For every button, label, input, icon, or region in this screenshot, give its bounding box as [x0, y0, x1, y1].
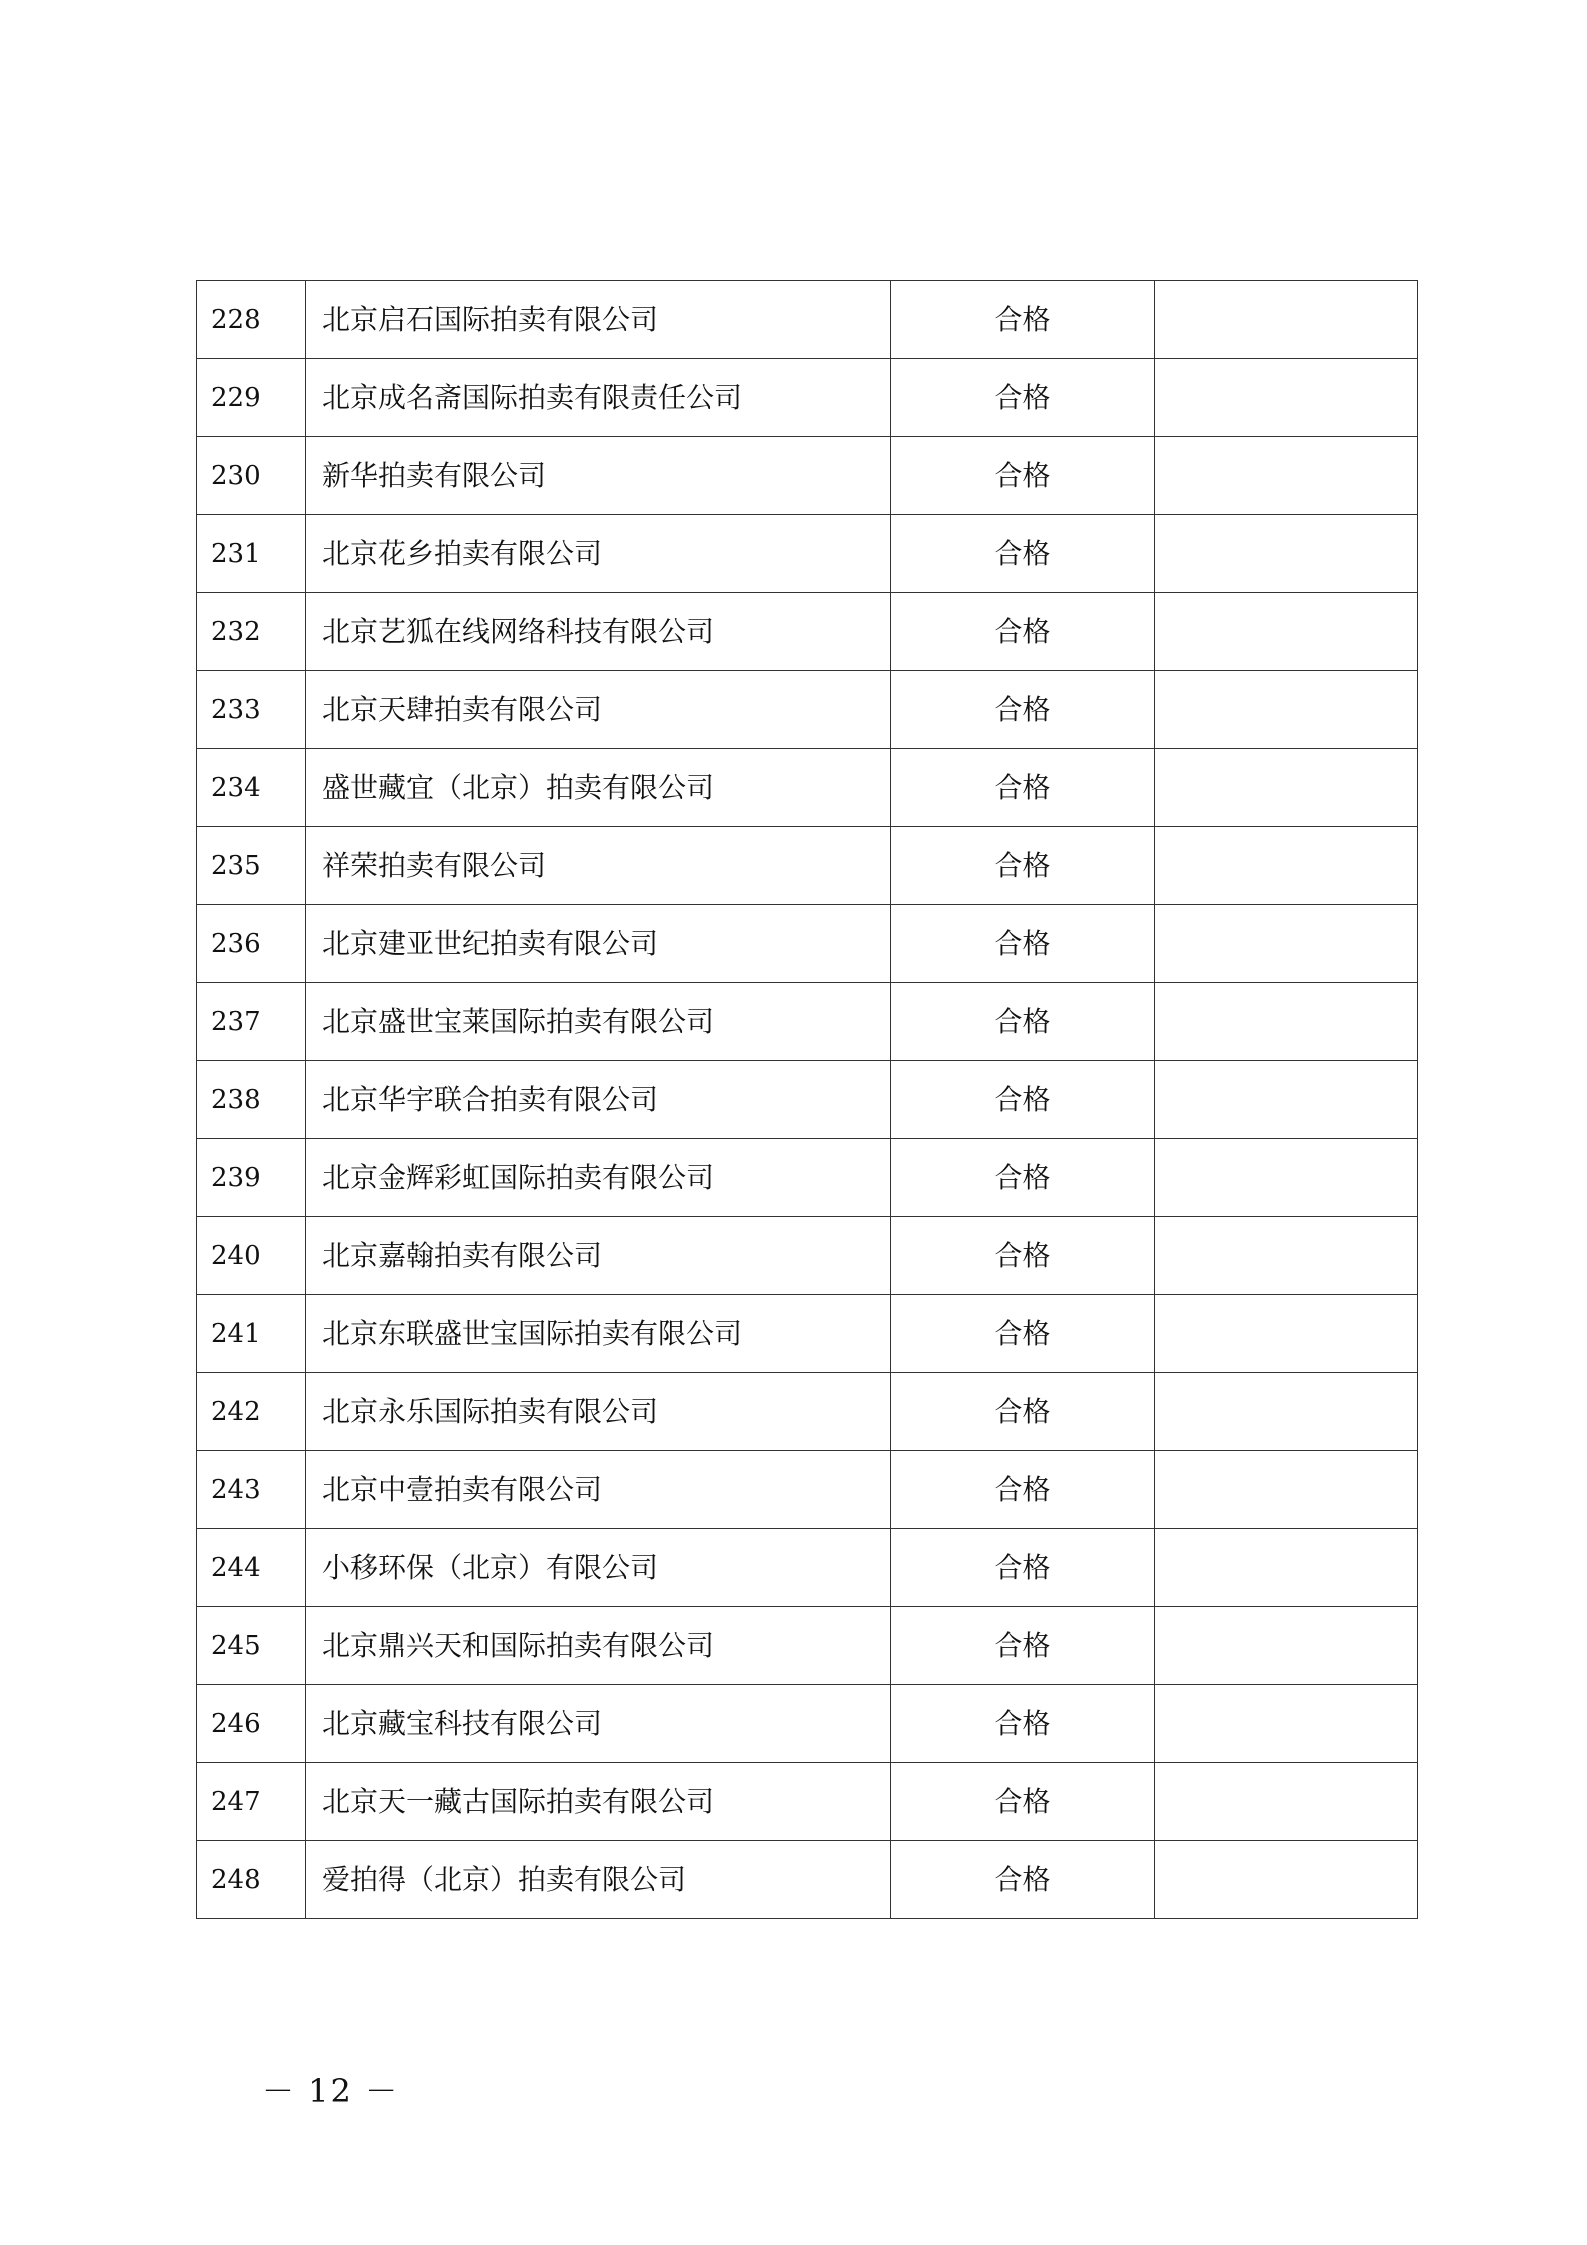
table-row: [197, 1529, 1418, 1607]
note-cell: [1155, 1841, 1418, 1919]
table-row: [197, 437, 1418, 515]
company-name: 北京花乡拍卖有限公司: [306, 515, 891, 593]
result-status: 合格: [891, 1763, 1155, 1841]
table-row: [197, 1139, 1418, 1217]
company-name: 北京永乐国际拍卖有限公司: [306, 1373, 891, 1451]
note-cell: [1155, 1763, 1418, 1841]
result-status: 合格: [891, 1061, 1155, 1139]
row-number: 248: [197, 1841, 306, 1919]
company-name: 北京天一藏古国际拍卖有限公司: [306, 1763, 891, 1841]
company-name: 北京金辉彩虹国际拍卖有限公司: [306, 1139, 891, 1217]
table-row: [197, 1295, 1418, 1373]
row-number: 243: [197, 1451, 306, 1529]
company-name: 北京嘉翰拍卖有限公司: [306, 1217, 891, 1295]
note-cell: [1155, 281, 1418, 359]
table-row: [197, 1217, 1418, 1295]
note-cell: [1155, 983, 1418, 1061]
result-status: 合格: [891, 671, 1155, 749]
row-number: 236: [197, 905, 306, 983]
result-status: 合格: [891, 1685, 1155, 1763]
table-row: [197, 359, 1418, 437]
table-row: [197, 1061, 1418, 1139]
result-status: 合格: [891, 827, 1155, 905]
note-cell: [1155, 359, 1418, 437]
table-row: [197, 1841, 1418, 1919]
row-number: 237: [197, 983, 306, 1061]
company-name: 新华拍卖有限公司: [306, 437, 891, 515]
table-row: [197, 749, 1418, 827]
row-number: 241: [197, 1295, 306, 1373]
note-cell: [1155, 1451, 1418, 1529]
note-cell: [1155, 827, 1418, 905]
result-status: 合格: [891, 1451, 1155, 1529]
table-row: [197, 1685, 1418, 1763]
note-cell: [1155, 1607, 1418, 1685]
note-cell: [1155, 749, 1418, 827]
table-row: [197, 593, 1418, 671]
result-status: 合格: [891, 905, 1155, 983]
company-name: 祥荣拍卖有限公司: [306, 827, 891, 905]
note-cell: [1155, 1217, 1418, 1295]
company-name: 北京艺狐在线网络科技有限公司: [306, 593, 891, 671]
row-number: 233: [197, 671, 306, 749]
row-number: 228: [197, 281, 306, 359]
row-number: 232: [197, 593, 306, 671]
result-status: 合格: [891, 1529, 1155, 1607]
company-name: 北京鼎兴天和国际拍卖有限公司: [306, 1607, 891, 1685]
result-status: 合格: [891, 1295, 1155, 1373]
row-number: 235: [197, 827, 306, 905]
company-name: 爱拍得（北京）拍卖有限公司: [306, 1841, 891, 1919]
row-number: 242: [197, 1373, 306, 1451]
result-status: 合格: [891, 593, 1155, 671]
result-status: 合格: [891, 983, 1155, 1061]
result-status: 合格: [891, 1373, 1155, 1451]
company-name: 北京成名斋国际拍卖有限责任公司: [306, 359, 891, 437]
note-cell: [1155, 593, 1418, 671]
row-number: 234: [197, 749, 306, 827]
row-number: 246: [197, 1685, 306, 1763]
note-cell: [1155, 437, 1418, 515]
row-number: 238: [197, 1061, 306, 1139]
company-name: 北京中壹拍卖有限公司: [306, 1451, 891, 1529]
company-name: 北京盛世宝莱国际拍卖有限公司: [306, 983, 891, 1061]
table-row: [197, 827, 1418, 905]
note-cell: [1155, 1061, 1418, 1139]
note-cell: [1155, 515, 1418, 593]
result-status: 合格: [891, 437, 1155, 515]
row-number: 230: [197, 437, 306, 515]
note-cell: [1155, 905, 1418, 983]
note-cell: [1155, 671, 1418, 749]
company-name: 北京东联盛世宝国际拍卖有限公司: [306, 1295, 891, 1373]
table-row: [197, 983, 1418, 1061]
result-status: 合格: [891, 359, 1155, 437]
company-name: 北京启石国际拍卖有限公司: [306, 281, 891, 359]
table-row: [197, 1763, 1418, 1841]
company-name: 北京建亚世纪拍卖有限公司: [306, 905, 891, 983]
row-number: 229: [197, 359, 306, 437]
table-row: [197, 905, 1418, 983]
company-result-table: [196, 280, 1418, 1919]
table-row: [197, 671, 1418, 749]
table-row: [197, 1451, 1418, 1529]
company-name: 小移环保（北京）有限公司: [306, 1529, 891, 1607]
note-cell: [1155, 1529, 1418, 1607]
result-status: 合格: [891, 281, 1155, 359]
page-number: － 12 －: [262, 2072, 400, 2110]
result-status: 合格: [891, 1139, 1155, 1217]
row-number: 231: [197, 515, 306, 593]
table-row: [197, 515, 1418, 593]
row-number: 239: [197, 1139, 306, 1217]
result-status: 合格: [891, 749, 1155, 827]
row-number: 240: [197, 1217, 306, 1295]
company-name: 北京华宇联合拍卖有限公司: [306, 1061, 891, 1139]
table-row: [197, 1607, 1418, 1685]
result-status: 合格: [891, 515, 1155, 593]
note-cell: [1155, 1685, 1418, 1763]
row-number: 244: [197, 1529, 306, 1607]
row-number: 245: [197, 1607, 306, 1685]
note-cell: [1155, 1295, 1418, 1373]
result-status: 合格: [891, 1607, 1155, 1685]
company-name: 北京天肆拍卖有限公司: [306, 671, 891, 749]
company-name: 盛世藏宜（北京）拍卖有限公司: [306, 749, 891, 827]
table-row: [197, 1373, 1418, 1451]
result-status: 合格: [891, 1841, 1155, 1919]
result-status: 合格: [891, 1217, 1155, 1295]
table-body: [197, 281, 1418, 1919]
note-cell: [1155, 1373, 1418, 1451]
row-number: 247: [197, 1763, 306, 1841]
note-cell: [1155, 1139, 1418, 1217]
company-name: 北京藏宝科技有限公司: [306, 1685, 891, 1763]
table-row: [197, 281, 1418, 359]
